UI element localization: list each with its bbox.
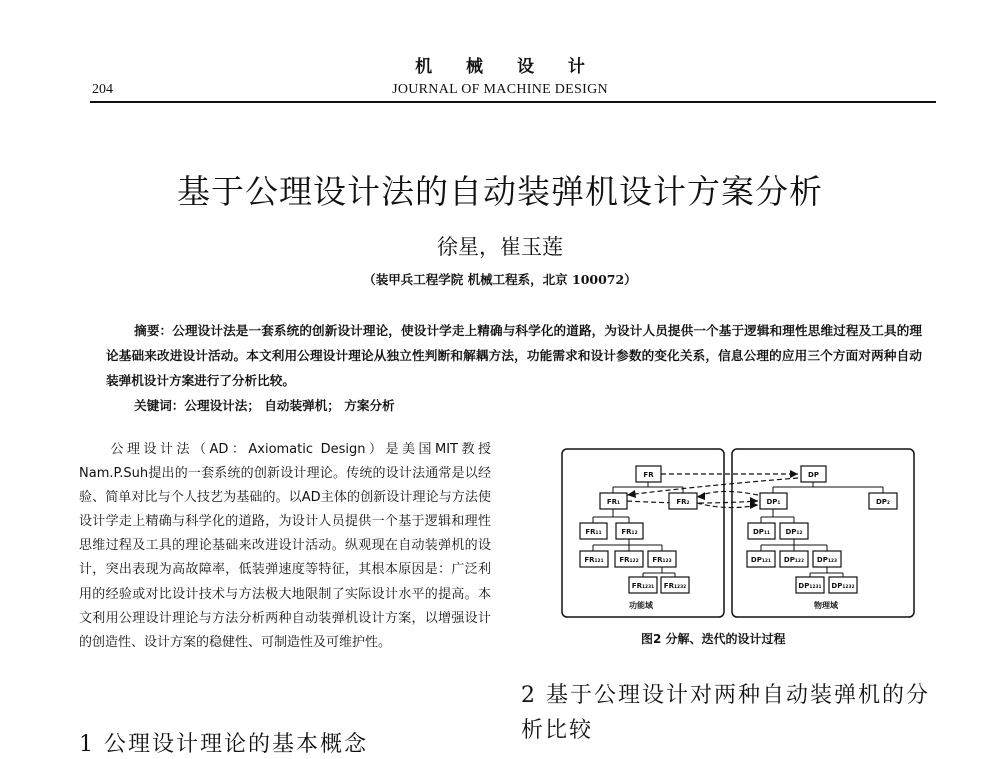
abstract (106, 318, 922, 393)
header-rule (90, 101, 936, 103)
node-fr1232-label: FR₁₂₃₂ (663, 582, 687, 590)
intro-paragraph (79, 438, 491, 655)
node-fr12-label: FR₁₂ (621, 528, 638, 536)
authors: 徐星，崔玉莲 (437, 235, 563, 259)
node-dp-label: DP (808, 471, 819, 479)
node-dp122-label: DP₁₂₂ (783, 556, 805, 564)
node-fr122-label: FR₁₂₂ (619, 556, 639, 564)
node-dp11-label: DP₁₁ (752, 528, 771, 536)
node-fr2-label: FR₂ (676, 498, 690, 506)
node-dp1232-label: DP₁₂₃₂ (831, 582, 855, 590)
node-fr121-label: FR₁₂₁ (584, 556, 604, 564)
node-dp1231-label: DP₁₂₃₁ (798, 582, 822, 590)
affiliation: （装甲兵工程学院 机械工程系，北京 100072） (363, 272, 637, 287)
node-fr-label: FR (643, 471, 654, 479)
node-dp12-label: DP₁₂ (785, 528, 803, 536)
abstract-text: 摘要：公理设计法是一套系统的创新设计理论，使设计学走上精确与科学化的道路，为设计人员提供一个基于逻辑和理性思维过程及工具的理论基础来改进设计活动。本文利用公理设计理论从独立性判断和解耦方法，功能需求和设计参数的变化关系，信息公理的应用三个方面对两种自动装弹机设计方案进行了分析比较。 (106, 323, 922, 388)
node-fr1-label: FR₁ (606, 498, 621, 506)
node-fr1231-label: FR₁₂₃₁ (631, 582, 655, 590)
journal-name-cn: 机 械 设 计 (415, 57, 599, 77)
keywords: 关键词：公理设计法； 自动装弹机； 方案分析 (134, 398, 395, 413)
node-dp123-label: DP₁₂₃ (816, 556, 838, 564)
section-1-heading: 1 公理设计理论的基本概念 (79, 732, 368, 757)
intro-text: 公理设计法（AD：Axiomatic Design）是美国MIT教授Nam.P.Suh提出的一套系统的创新设计理论。传统的设计法通常是以经验、简单对比与个人技艺为基础的。以AD主体的创新设计理论与方法使设计学走上精确与科学化的道路，为设计人员提供一个基于逻辑和理性思维过程及工具的理论基础来改进设计活动。纵观现在自动装弹机的设计，突出表现为高故障率，低装弹速度等特征，其根本原因是：广泛利用的经验或对比设计技术与方法极大地限制了实际设计水平的提高。本文利用公理设计理论与方法分析两种自动装弹机设计方案，以增强设计的创造性、设计方案的稳健性、可制造性及可维护性。 (79, 442, 491, 650)
node-dp121-label: DP₁₂₁ (750, 556, 772, 564)
node-dp2-label: DP₂ (875, 498, 891, 506)
page-number: 204 (92, 82, 113, 97)
section-2-heading: 2 基于公理设计对两种自动装弹机的分析比较 (521, 683, 930, 743)
journal-name-en: JOURNAL OF MACHINE DESIGN (392, 82, 608, 97)
node-dp1-label: DP₁ (766, 498, 781, 506)
node-fr11-label: FR₁₁ (585, 528, 602, 536)
node-fr123-label: FR₁₂₃ (652, 556, 672, 564)
figure-design-process-diagram (558, 445, 918, 621)
figure-caption: 图2 分解、迭代的设计过程 (641, 632, 786, 646)
physical-domain-label: 物理域 (814, 601, 838, 610)
functional-domain-label: 功能域 (629, 601, 653, 610)
paper-title: 基于公理设计法的自动装弹机设计方案分析 (177, 172, 823, 211)
